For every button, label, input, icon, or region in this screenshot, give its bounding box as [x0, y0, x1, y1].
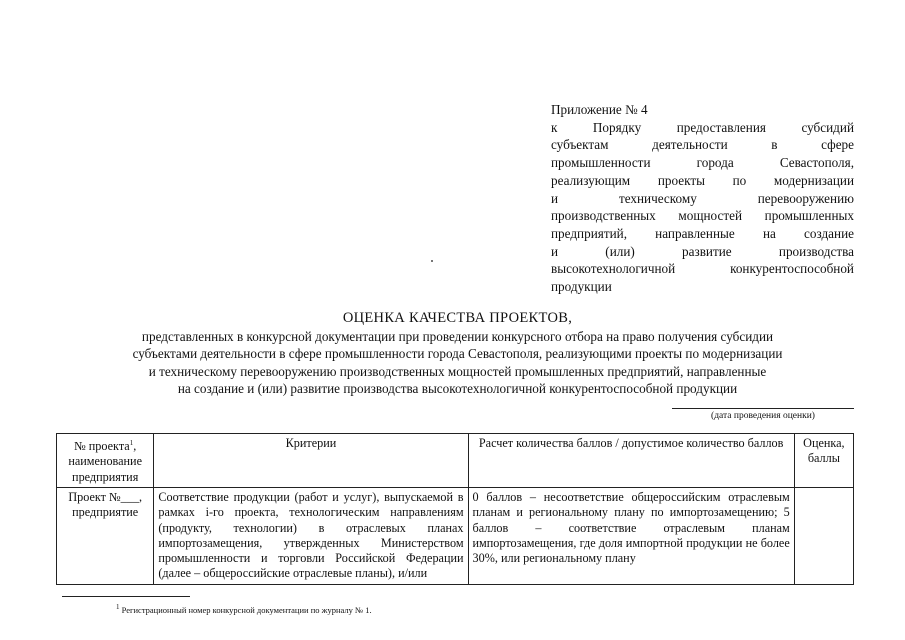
footnote-separator	[62, 596, 190, 597]
title-line: и техническому перевооружению производственных мощностей промышленных предприятий, направленные	[148, 363, 767, 379]
cell-calc: 0 баллов – несоответствие общероссийским отраслевым планам и региональному плану по импортозамещению; 5 баллов – соответствие отраслевым планам импортозамещения, где доля импортной продукции не более 30%, или региональному плану	[468, 487, 794, 584]
date-label: (дата проведения оценки)	[711, 411, 815, 421]
cell-project: Проект №___, предприятие	[57, 487, 154, 584]
appendix-line: предприятий, направленные на создание	[551, 225, 854, 241]
appendix-line: продукции	[551, 279, 612, 295]
appendix-line: и (или) развитие производства	[551, 243, 854, 259]
header-project: № проекта$^1$, наименование предприятия	[57, 434, 154, 488]
appendix-line: реализующим проекты по модернизации	[551, 172, 854, 188]
appendix-line: высокотехнологичной конкурентоспособной	[551, 261, 854, 277]
cell-criteria: Соответствие продукции (работ и услуг), выпускаемой в рамках i-го проекта, технологическим направлениям (продукту, технологии) в отраслевых планах импортозамещения, утвержденных Министерством промышленности и торговли Российской Федерации (далее – общероссийские отраслевые планы), и/или	[154, 487, 468, 584]
title-line: на создание и (или) развитие производства высокотехнологичной конкурентоспособной продукции	[177, 381, 738, 396]
appendix-line: промышленности города Севастополя,	[551, 155, 854, 171]
cell-score	[794, 487, 853, 584]
footnote: $^1$ Регистрационный номер конкурсной документации по журналу № 1.	[116, 603, 372, 615]
table-row	[57, 487, 854, 584]
appendix-line: и техническому перевооружению	[551, 190, 854, 206]
evaluation-table	[56, 433, 854, 585]
table-header-row	[57, 434, 854, 488]
appendix-line: к Порядку предоставления субсидий	[551, 119, 854, 135]
document-title	[60, 310, 855, 398]
appendix-block	[551, 101, 854, 296]
header-score: Оценка, баллы	[794, 434, 853, 488]
header-criteria: Критерии	[154, 434, 468, 488]
title-line: субъектами деятельности в сфере промышленности города Севастополя, реализующими проекты по модернизации	[132, 346, 783, 361]
title-line: представленных в конкурсной документации при проведении конкурсного отбора на право получения субсидии	[141, 328, 774, 344]
title-main: ОЦЕНКА КАЧЕСТВА ПРОЕКТОВ,	[342, 310, 573, 326]
appendix-line: субъектам деятельности в сфере	[551, 137, 854, 153]
date-field	[672, 408, 854, 421]
header-calc: Расчет количества баллов / допустимое количество баллов	[468, 434, 794, 488]
scan-speck	[431, 260, 433, 262]
appendix-line: производственных мощностей промышленных	[551, 208, 854, 224]
appendix-line: Приложение № 4	[551, 102, 648, 117]
